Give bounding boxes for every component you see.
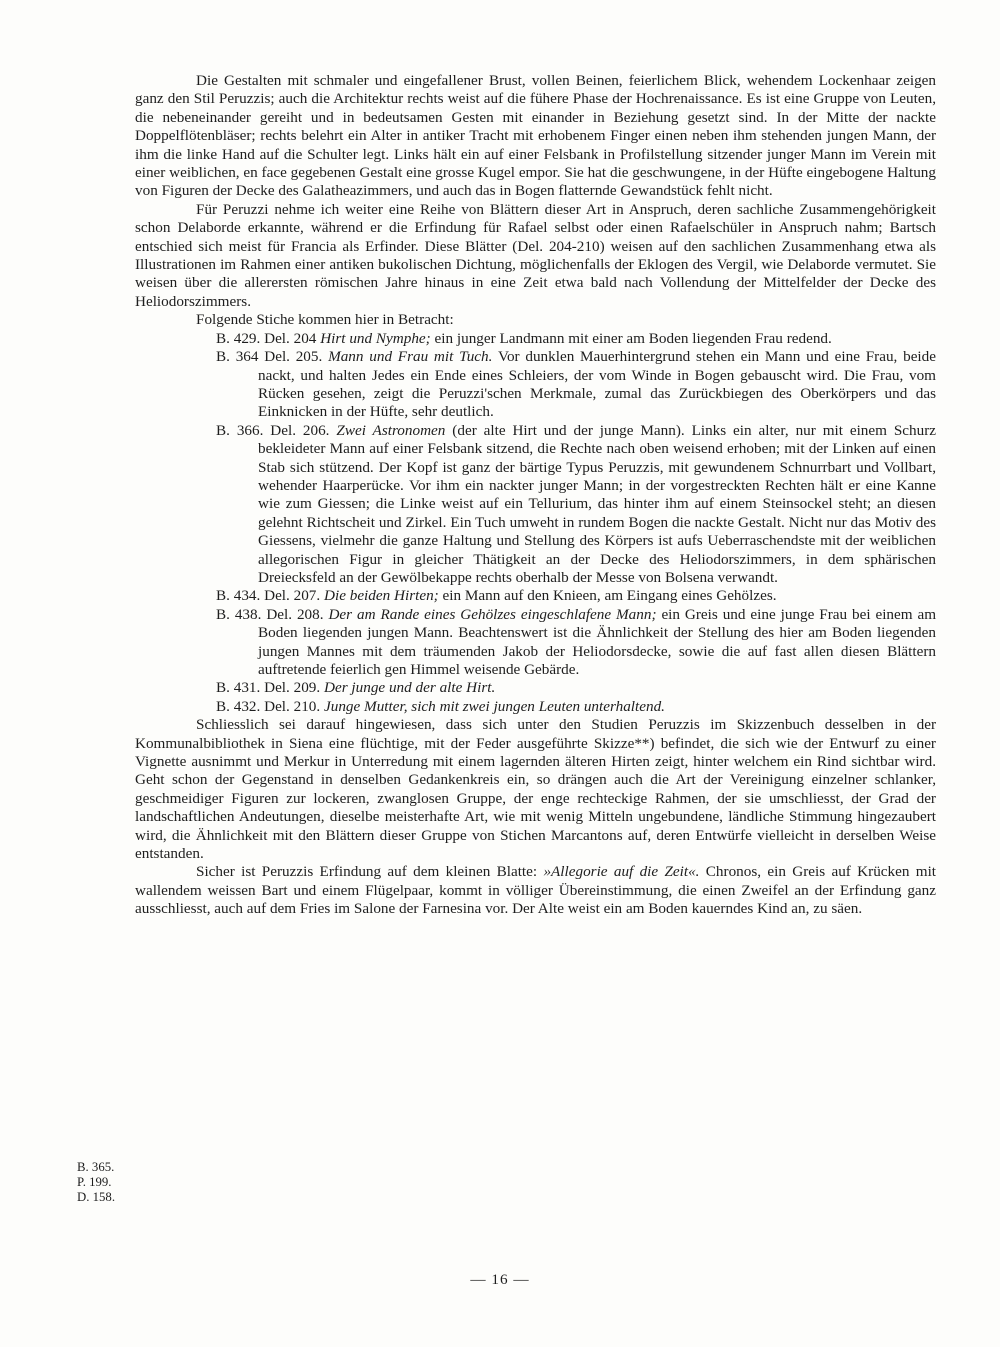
entry-text: Vor dunklen Mauerhintergrund stehen ein Mann und eine Frau, beide nackt, und halten Jedes ein Ende eines Schleiers, der vom Winde in Bogen gebauscht wird. Die Frau, vom Rücken gesehen, zeigt die Peruzzi'schen Merkmale, zumal das Zurückbiegen des Oberkörpers und das Einknicken in der Hüfte, sehr deutlich. <box>258 348 936 421</box>
entry-ref: B. 438. Del. 208. <box>216 605 324 623</box>
entry-text: ein Greis und eine junge Frau bei einem am Boden liegenden jungen Mann. Beachtenswert ist die Ähnlichkeit der Stellung des hier am Boden liegenden jungen Mannes mit dem träumenden Jakob der Heliodorsdecke, sowie die auf fast allen diesen Blättern auftretende feierlich gen Himmel weisende Gebärde. <box>258 605 937 678</box>
list-item <box>216 422 936 588</box>
entry-title: Junge Mutter, sich mit zwei jungen Leuten unterhaltend. <box>324 697 665 715</box>
paragraph-2: Für Peruzzi nehme ich weiter eine Reihe von Blättern dieser Art in Anspruch, deren sachliche Zusammengehörigkeit schon Delaborde erkannte, während er die Erfindung für Rafael selbst oder einen Rafaelschüler in Anspruch nahm; Bartsch entschied sich meist für Francia als Erfinder. Diese Blätter (Del. 204-210) weisen auf den sachlichen Zusammenhang etwa als Illustrationen im Rahmen einer antiken bukolischen Dichtung, möglichenfalls der Eklogen des Vergil, wie Delaborde vermutet. Sie weisen über die allerersten römischen Jahre hinaus in eine Zeit etwa bald nach Vollendung der Mittelfelder der Decke des Heliodorszimmers. <box>135 200 936 310</box>
entry-title: Mann und Frau mit Tuch. <box>328 348 493 366</box>
margin-reference-line: B. 365. <box>77 1160 115 1174</box>
entry-ref: B. 434. Del. 207. <box>216 587 321 605</box>
entry-text: (der alte Hirt und der junge Mann). Links ein alter, nur mit einem Schurz bekleideter Mann auf einer Felsbank sitzend, die Rechte nach oben weisend erhoben; mit der Linken auf einen Stab sich stützend. Der Kopf ist ganz der bärtige Typus Peruzzis, mit gewundenem Schnurrbart und Vollbart, wehender Haarperücke. Vor ihm ein nackter junger Mann; in der vorgestreckten Rechten hält er eine Kanne wie zum Giessen; die Linke weist auf ein Tellurium, das hinter ihm auf einem Steinsockel steht; an diesen gelehnt Richtscheit und Zirkel. Ein Tuch umweht in rundem Bogen die nackte Gestalt. Nicht nur das Motiv des Giessens, vielmehr die ganze Haltung und Stellung des Körpers ist aufs Ueberraschendste mit der weiblichen allegorischen Figur in gleicher Thätigkeit an der Decke des Heliodorszimmers, in dem sphärischen Dreiecksfeld an der Gewölbekappe rechts oberhalb der Messe von Bolsena verwandt. <box>258 421 937 586</box>
engraving-list <box>216 330 936 717</box>
page-number: — 16 — <box>470 1271 530 1288</box>
list-item <box>216 679 936 697</box>
margin-reference <box>77 1160 115 1205</box>
list-item <box>216 606 936 680</box>
entry-title: Der am Rande eines Gehölzes eingeschlafene Mann; <box>328 605 657 623</box>
list-item <box>216 698 936 716</box>
entry-ref: B. 366. Del. 206. <box>216 421 330 439</box>
list-item <box>216 587 936 605</box>
paragraph-closing: Schliesslich sei darauf hingewiesen, dass sich unter den Studien Peruzzis im Skizzenbuch desselben in der Kommunalbibliothek in Siena eine flüchtige, mit der Feder ausgeführte Skizze**) befindet, die sich wie der Entwurf zu einer Vignette ausnimmt und Merkur in Unterredung mit einem lagernden älteren Hirten zeigt, hinter welchem ein Rind sichtbar wird. Geht schon der Gegenstand in denselben Gedankenkreis ein, so drängen auch die Art der Vereinigung einzelner schlanker, geschmeidiger Figuren zur lockeren, zwanglosen Gruppe, der enge rechteckige Rahmen, der sie umschliesst, der Grad der landschaftlichen Andeutungen, dieselbe meisterhafte Art, wie mit wenig Mitteln ungebundene, ländliche Stimmung hingezaubert wird, die Ähnlichkeit mit den Blättern dieser Gruppe von Stichen Marcantons auf, deren Entwürfe vielleicht in derselben Weise entstanden. <box>135 716 936 863</box>
entry-title: Der junge und der alte Hirt. <box>324 679 496 697</box>
list-item <box>216 330 936 348</box>
final-text-before: Sicher ist Peruzzis Erfindung auf dem kleinen Blatte: <box>196 863 538 881</box>
entry-text: ein junger Landmann mit einer am Boden liegenden Frau redend. <box>434 329 832 347</box>
entry-text: ein Mann auf den Knieen, am Eingang eines Gehölzes. <box>442 587 777 605</box>
entry-ref: B. 364 Del. 205. <box>216 348 323 366</box>
paragraph-1: Die Gestalten mit schmaler und eingefallener Brust, vollen Beinen, feierlichem Blick, wehendem Lockenhaar zeigen ganz den Stil Peruzzis; auch die Architektur rechts weist auf die fühere Phase der Hochrenaissance. Es ist eine Gruppe von Leuten, die nebeneinander gereiht und in bedeutsamen Gesten mit einander in Beziehung gesetzt sind. In der Mitte der nackte Doppelflötenbläser; rechts belehrt ein Alter in antiker Tracht mit erhobenem Finger einen neben ihm stehenden jungen Mann, der ihm die linke Hand auf die Schulter legt. Links hält ein auf einer Felsbank in Profilstellung sitzender junger Mann im Verein mit einer weiblichen, en face gegebenen Gestalt eine grosse Kugel empor. Sie hat die geschwungene, in der Hüfte eingebogene Haltung von Figuren der Decke des Galatheazimmers, und auch das in Bogen flatternde Gewandstück fehlt nicht. <box>135 72 936 200</box>
entry-ref: B. 432. Del. 210. <box>216 697 321 715</box>
margin-reference-line: P. 199. <box>77 1175 112 1189</box>
entry-ref: B. 431. Del. 209. <box>216 679 321 697</box>
final-text-after: Chronos, ein Greis auf Krücken mit wallendem weissen Bart und einem Flügelpaar, kommt in völliger Übereinstimmung, die einen Zweifel an der Erfindung ganz ausschliesst, auch auf dem Fries im Salone der Farnesina vor. Der Alte weist ein am Boden kauerndes Kind an, zu säen. <box>135 863 937 918</box>
final-title: »Allegorie auf die Zeit«. <box>543 863 700 881</box>
list-item <box>216 348 936 422</box>
entry-title: Zwei Astronomen <box>336 421 446 439</box>
entry-ref: B. 429. Del. 204 <box>216 329 317 347</box>
entry-title: Hirt und Nymphe; <box>320 329 431 347</box>
entry-title: Die beiden Hirten; <box>324 587 439 605</box>
paragraph-3: Folgende Stiche kommen hier in Betracht: <box>196 311 454 329</box>
paragraph-final <box>135 863 936 918</box>
body-text <box>135 72 936 919</box>
margin-reference-line: D. 158. <box>77 1190 116 1204</box>
